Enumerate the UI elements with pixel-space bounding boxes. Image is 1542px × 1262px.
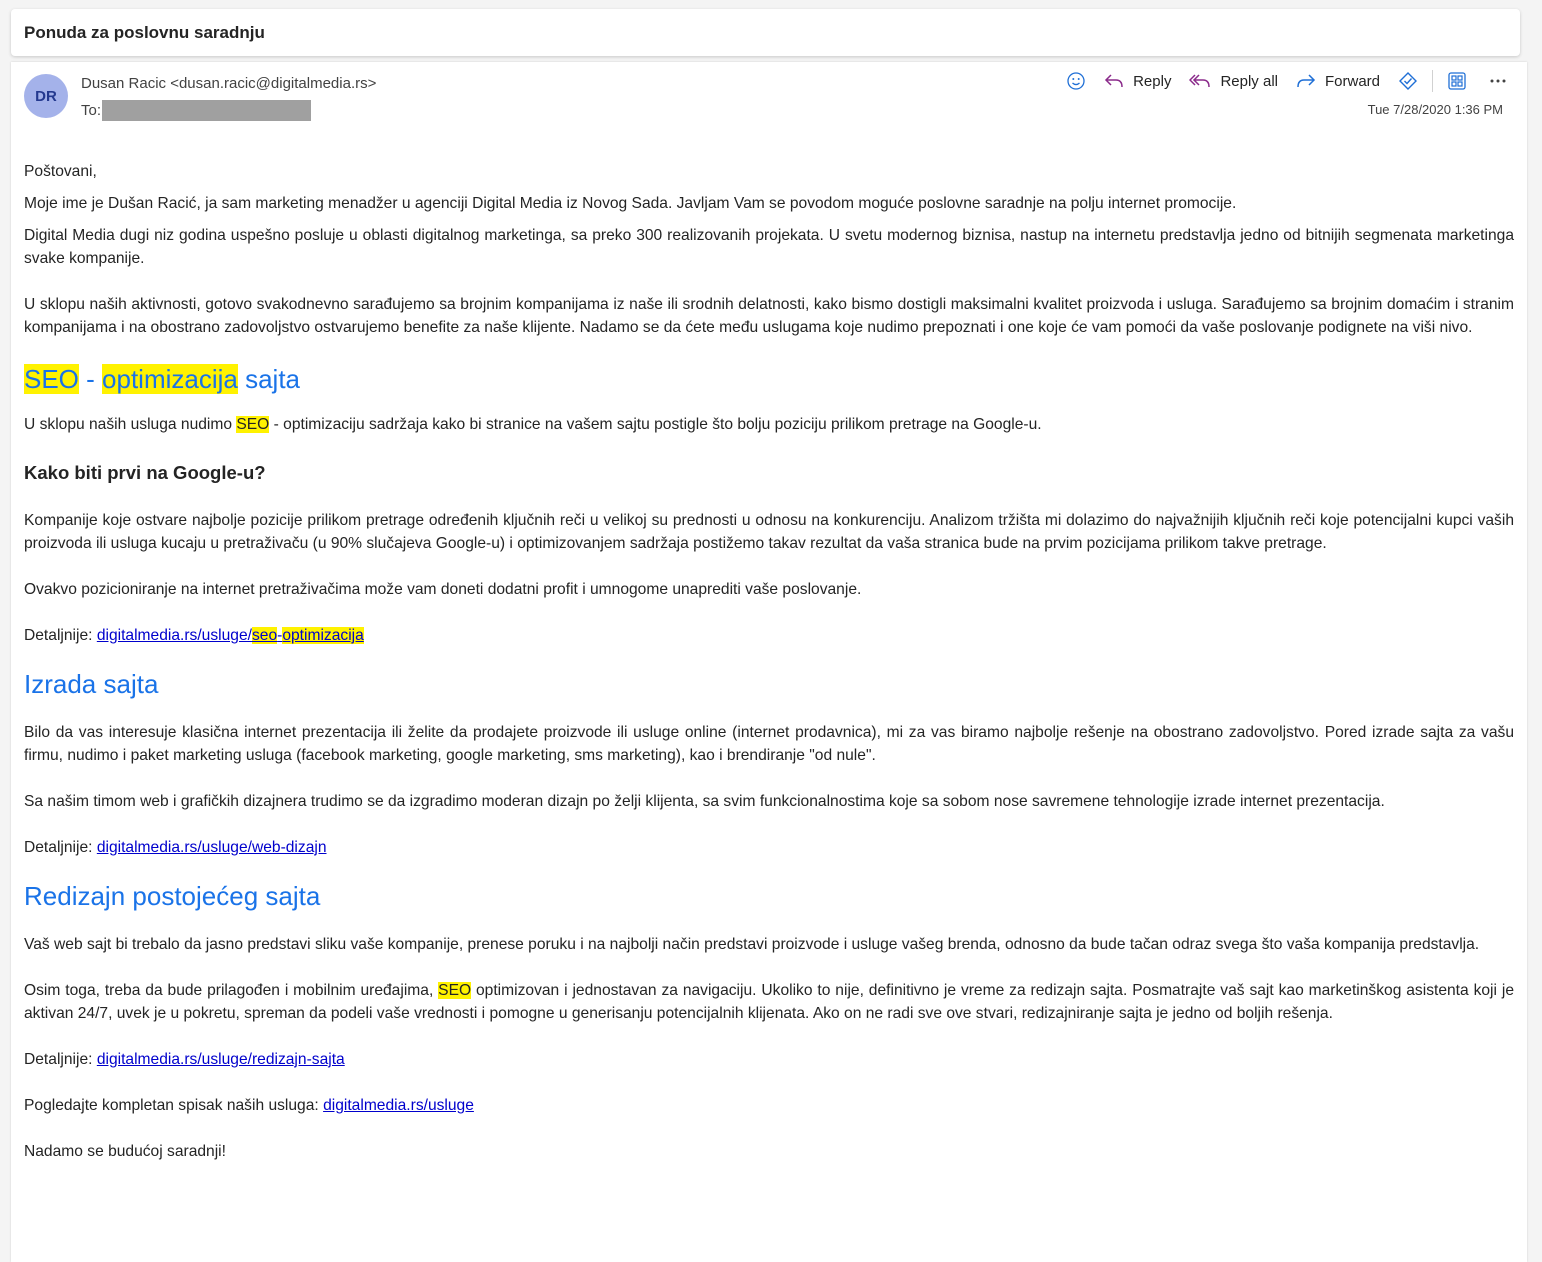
reply-button[interactable] (1104, 72, 1171, 90)
toolbar-divider (1432, 70, 1433, 92)
highlight: optimizacija (282, 627, 364, 644)
all-services-line (24, 1094, 1514, 1117)
text-run: - optimizaciju sadržaja kako bi stranice na vašem sajtu postigle što bolju poziciju prilikom pretrage na Google-u. (269, 416, 1042, 433)
forward-button[interactable] (1296, 72, 1380, 90)
heading-text: sajta (237, 364, 301, 394)
body-paragraph: Digital Media dugi niz godina uspešno posluje u oblasti digitalnog marketinga, sa preko 300 realizovanih projekata. U svetu modernog biznisa, nastup na internetu predstavlja jedno od bitnijih segmenata marketinga svake kompanije. (24, 227, 1514, 267)
reply-all-button[interactable] (1189, 72, 1278, 90)
redacted-recipient (102, 100, 311, 121)
details-line (24, 624, 1514, 647)
avatar[interactable]: DR (24, 74, 68, 118)
details-line (24, 836, 1514, 859)
highlight: SEO (438, 982, 472, 999)
more-icon[interactable] (1489, 78, 1507, 84)
body-paragraph (24, 979, 1519, 1025)
reply-all-icon (1189, 72, 1211, 90)
body-paragraph (24, 413, 1514, 436)
loop-icon[interactable] (1398, 71, 1418, 91)
body-paragraph: Kompanije koje ostvare najbolje pozicije prilikom pretrage određenih ključnih reči u velikoj su prednosti u odnosu na konkurenciju. Analizom tržišta mi dolazimo do najvažnijih ključnih reči koje potencijalni kupci vaših proizvoda ili usluga kucaju u pretraživaču (u 90% slučajeva Google-u) i optimizovanjem sadržaja postižemo takav rezultat da vaša stranica bude na prvim pozicijama prilikom takve pretrage. (24, 512, 1514, 552)
subheading: Kako biti prvi na Google-u? (24, 462, 266, 483)
highlight: seo (251, 627, 278, 644)
forward-icon (1296, 72, 1316, 90)
email-body (24, 158, 1519, 1163)
recipient-line (81, 100, 311, 121)
section-heading-seo (24, 362, 1514, 396)
message-actions (1048, 68, 1507, 94)
heading-separator: - (78, 364, 103, 394)
greeting: Poštovani, (24, 163, 97, 180)
reply-all-label: Reply all (1220, 72, 1278, 90)
text-run: Osim toga, treba da bude prilagođen i mobilnim uređajima, (24, 982, 439, 999)
section-heading-izrada: Izrada sajta (24, 669, 159, 699)
seo-link[interactable] (97, 627, 364, 644)
sender-address[interactable]: Dusan Racic <dusan.racic@digitalmedia.rs> (81, 75, 377, 92)
section-heading-redizajn: Redizajn postojećeg sajta (24, 881, 321, 911)
body-paragraph: Bilo da vas interesuje klasična internet prezentacija ili želite da prodajete proizvode ili usluge online (internet prodavnica), mi za vas biramo najbolje rešenje na obostrano zadovoljstvo. Pored izrade sajta za vašu firmu, nudimo i paket marketing usluga (facebook marketing, google marketing, sms marketing), kao i brendiranje "od nule". (24, 724, 1514, 764)
apps-icon[interactable] (1447, 71, 1467, 91)
highlight: SEO (236, 416, 270, 433)
details-label: Detaljnije: (24, 1051, 97, 1068)
reply-label: Reply (1133, 72, 1172, 90)
redizajn-link[interactable]: digitalmedia.rs/usluge/redizajn-sajta (96, 1051, 345, 1068)
forward-label: Forward (1324, 72, 1380, 90)
highlight: optimizacija (102, 364, 238, 394)
body-paragraph: Sa našim timom web i grafičkih dizajnera trudimo se da izgradimo moderan dizajn po želji klijenta, sa svim funkcionalnostima koje sa sobom nose savremene tehnologije izrade internet prezentacija. (24, 793, 1385, 810)
highlight: SEO (24, 364, 79, 394)
text-run: optimizovan i jednostavan za navigaciju. Ukoliko to nije, definitivno je vreme za redizajn sajta. Posmatrajte vaš sajt kao marketinškog asistenta koji je aktivan 24/7, uvek je u pokretu, spreman da podeli vaše vrednosti i pomogne u generisanju potencijalnih klijenata. Ako on ne radi sve ove stvari, redizajniranje sajta je jedno od boljih rešenja. (24, 982, 1519, 1022)
reply-icon (1104, 72, 1124, 90)
email-reading-pane (11, 62, 1527, 1262)
body-paragraph: Ovakvo pozicioniranje na internet pretraživačima može vam doneti dodatni profit i umnogome unaprediti vaše poslovanje. (24, 581, 862, 598)
details-line (24, 1048, 1514, 1071)
details-label: Detaljnije: (24, 627, 97, 644)
all-services-label: Pogledajte kompletan spisak naših usluga: (24, 1097, 324, 1114)
link-part: - (277, 627, 283, 644)
body-paragraph: Vaš web sajt bi trebalo da jasno predstavi sliku vaše kompanije, prenese poruku i na najbolji način predstavi proizvode i usluge vašeg brenda, odnosno da bude tačan odraz svega što vaša kompanija predstavlja. (24, 936, 1480, 953)
email-subject: Ponuda za poslovnu saradnju (11, 9, 1520, 56)
emoji-icon[interactable] (1066, 71, 1086, 91)
link-part: digitalmedia.rs/usluge/ (96, 627, 252, 644)
body-paragraph: Moje ime je Dušan Racić, ja sam marketing menadžer u agenciji Digital Media iz Novog Sada. Javljam Vam se povodom moguće poslovne saradnje na polju internet promocije. (24, 195, 1237, 212)
web-dizajn-link[interactable]: digitalmedia.rs/usluge/web-dizajn (96, 839, 327, 856)
all-services-link[interactable]: digitalmedia.rs/usluge (323, 1097, 474, 1114)
closing: Nadamo se budućoj saradnji! (24, 1143, 226, 1160)
sent-date: Tue 7/28/2020 1:36 PM (1367, 102, 1503, 117)
body-paragraph: U sklopu naših aktivnosti, gotovo svakodnevno sarađujemo sa brojnim kompanijama iz naše ili srodnih delatnosti, kako bismo dostigli maksimalni kvalitet proizvoda i usluga. Sarađujemo sa brojnim domaćim i stranim kompanijama i na obostrano zadovoljstvo ostvarujemo benefite za naše klijente. Nadamo se da ćete među uslugama koje nudimo prepoznati i one koje će vam pomoći da vaše poslovanje podignete na viši nivo. (24, 296, 1514, 336)
to-label: To: (81, 102, 102, 119)
details-label: Detaljnije: (24, 839, 97, 856)
text-run: U sklopu naših usluga nudimo (24, 416, 237, 433)
